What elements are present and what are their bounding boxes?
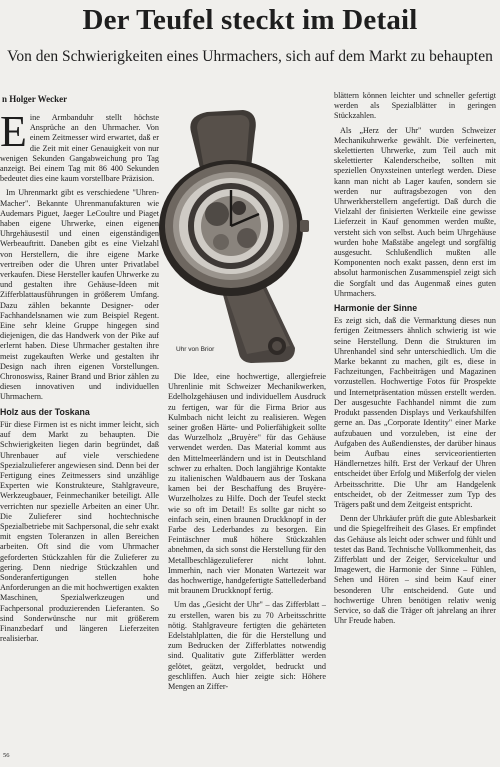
intro-paragraph [0, 113, 159, 184]
paragraph: Im Uhrenmarkt gibt es verschiedene "Uhren-Macher". Bekannte Uhrenmanufakturen wie Audemars Piguet, Jaeger LeCoultre und Piaget haben eigene Uhrwerke, einen eigenen Uhrgehäusestil und einen eigenständigen Werbeauftritt. Daneben gibt es eine Vielzahl von Herstellern, die ihre eigene Marke vertreiben oder die Uhren unter Privatlabel verkaufen. Diese Hersteller kaufen Uhrwerke zu und gestalten ihre Gehäuse-Ideen mit Zifferblattausführungen in größerem Umfang. Dazu zählen bekannte Designer- oder Fachhandelsnamen wie zum Beispiel Regent. Eine sehr kleine Gruppe hingegen sind diejenigen, die das Handwerk von der Pike auf erlernt haben. Diese Uhrmacher gestalten ihre meist zugekauften Werke und gestalten ihr Design nach ihren eigenen Vorstellungen. Chronoswiss, Rainer Brand und Brior zählen zu diesen innovativen und individuellen Uhrmachern. [0, 188, 159, 402]
article-column-2 [168, 372, 326, 764]
intro-text: ine Armbanduhr stellt höchste Ansprüche an den Uhrmacher. Von einem Zeitmesser wird erwartet, daß er die Zeit mit einer Genauigkeit von nur wenigen Sekunden Gangabweichung pro Tag anzeigt. Bei einem Tag mit 86 400 Sekunden bedeutet dies eine kaum vorstellbare Präzision. [0, 113, 159, 184]
paragraph: Als „Herz der Uhr" wurden Schweizer Mechanikuhrwerke gewählt. Die verfeinerten, skelettierten Uhrwerke, zum Teil auch mit skelettierter Kalenderscheibe, sollten mit speziellen Onyxsteinen unterlegt werden. Diese kann man nicht ab Lager kaufen, sondern sie werden nur auftragsbezogen von den Uhrwerkherstellern angefertigt. Daß durch die Vielzahl der finisierten Werkteile eine gewisse Lieferzeit in Kauf genommen werden mußte, versteht sich von selbst. Auch beim Uhrgehäuse wurden hohe Maßstäbe angelegt und sorgfältig ausgesucht. Schlußendlich mußten alle Komponenten noch exakt passen, denn erst im absolut harmonischen Zusammenspiel zeigt sich die Sorgfalt und das Augenmaß eines guten Uhrmachers. [334, 125, 496, 298]
article-column-1 [0, 113, 159, 763]
article-column-3 [334, 91, 496, 763]
drop-cap: E [0, 113, 27, 156]
author-byline: n Holger Wecker [2, 94, 68, 104]
paragraph: Es zeigt sich, daß die Vermarktung dieses nun fertigen Zeitmessers ähnlich schwierig ist wie seine Herstellung. Denn die Strukturen im Uhrenhandel sind sehr unterschiedlich. Um die Marke bekannt zu machen, gilt es, diese in Fachzeitungen, Fachbeiträgen und Magazinen vorzustellen. Hochwertige Fotos für Prospekte und Internetpräsentation müssen erstellt werden. Der ausgesuchte Fachhandel nimmt die zum Produkt passenden Displays und Verkaufshilfen gerne an. Das „Corporate Identity" einer Marke aufzubauen und vorzuleben, ist eine der Aufgaben des Außendienstes, der darüber hinaus beim Aufbau eines serviceorientierten Händlernetzes hilft. Erst der Verkauf der Uhren entscheidet über Erfolg und Mißerfolg der vielen Arbeitsschritte. Die Uhr am Handgelenk entscheidet, ob der Zeitmesser zum Typ des Trägers paßt und dem Zeitgeist entspricht. [334, 316, 496, 509]
image-caption: Uhr von Brior [176, 346, 215, 353]
paragraph: Die Idee, eine hochwertige, allergiefreie Uhrenlinie mit Schweizer Mechanikwerken, Edelholzgehäusen und individuellem Ausdruck zu fertigen, war für die Firma Brior aus Kulmbach nicht leicht zu realisieren. Wegen seiner großen Härte- und Polierfähigkeit sollte das Wurzelholz „Bruyère" für das Gehäuse verwendet werden. Das Material kommt aus den Mittelmeerländern und ist in Deutschland schwer zu erhalten. Doch langjährige Kontakte zu italienischen Waldbauern aus der Toskana kamen bei der Beschaffung des Bruyère-Wurzelholzes zu Hilfe. Doch der Teufel steckt wie so oft im Detail! Es sollte gar nicht so einfach sein, einen braunen Druckknopf in der Farbe des Lederbandes zu besorgen. Ein Feintäschner muß höhere Stückzahlen abnehmen, da sich sonst die Herstellung für den Metallbeschlägezulieferer nicht lohnt. Immerhin, nach vier Monaten Wartezeit war das hochwertige, handgefertigte Sattellederband mit braunem Druckknopf fertig. [168, 372, 326, 596]
paragraph: Für diese Firmen ist es nicht immer leicht, sich auf dem Markt zu behaupten. Die Schwierigkeiten liegen darin begründet, daß Uhrenbauer auf viele verschiedene Spezialzulieferer angewiesen sind. Denn bei der Fertigung eines Zeitmessers sind unzählige Experten wie Konstrukteure, Stahlgraveure, Werkzeugbauer, Feinmechaniker beteiligt. Alle verrichten nur spezielle Arbeiten an einer Uhr. Die Zulieferer sind hochtechnische Spezialbetriebe mit Sachpersonal, die sehr exakt mit engsten Toleranzen in allen Bereichen arbeiten. Oft sind die vom Uhrmacher geforderten Stückzahlen für die Zulieferer zu gering. Denn niedrige Stückzahlen und Sonderanfertigungen stellen hohe Anforderungen an die mit hochwertigen exakten Maschinen, Spezialwerkzeugen und Fachpersonal produzierenden Lieferanten. So sind Sonderwünsche nur mit größerem Finanzbedarf und längeren Lieferzeiten realisierbar. [0, 419, 159, 644]
article-subtitle: Von den Schwierigkeiten eines Uhrmachers, sich auf dem Markt zu behaupten [7, 48, 493, 65]
paragraph: Denn der Uhrkäufer prüft die gute Ablesbarkeit und die Spiegelfreiheit des Glases. Er empfindet das Gehäuse als leicht oder schwer und fühlt und testet das Band. Technische Vollkommenheit, das Zifferblatt und der Zeiger, Servicekultur und Imagewert, die Harmonie der Sinne – Fühlen, Sehen und Hören – sind beim Kauf einer besonderen Uhr entscheidend. Gute und hochwertige Uhren benötigen relativ wenig Service, so daß die Träger oft jahrelang an ihrer Uhr Freude haben. [334, 514, 496, 626]
section-heading-harmonie: Harmonie der Sinne [334, 303, 418, 314]
watch-photo [147, 110, 330, 364]
page-number: 56 [3, 752, 10, 759]
paragraph: blättern können leichter und schneller gefertigt werden als Spezialblätter in geringen Stückzahlen. [334, 91, 496, 121]
paragraph: Um das „Gesicht der Uhr" – das Zifferblatt – zu erstellen, waren bis zu 70 Arbeitsschritte nötig. Stahlgraveure fertigten die gehärteten Edelstahlplatten, die für die Herstellung und zum Bedrucken der Zifferblattes notwendig sind. Qualitativ gute Zifferblätter werden gelötet, geätzt, vergoldet, bedruckt und geschliffen. Auch hier zeigte sich: Höhere Mengen an Ziffer- [168, 600, 326, 692]
section-heading-holz: Holz aus der Toskana [0, 406, 90, 417]
article-title: Der Teufel steckt im Detail [82, 4, 418, 36]
